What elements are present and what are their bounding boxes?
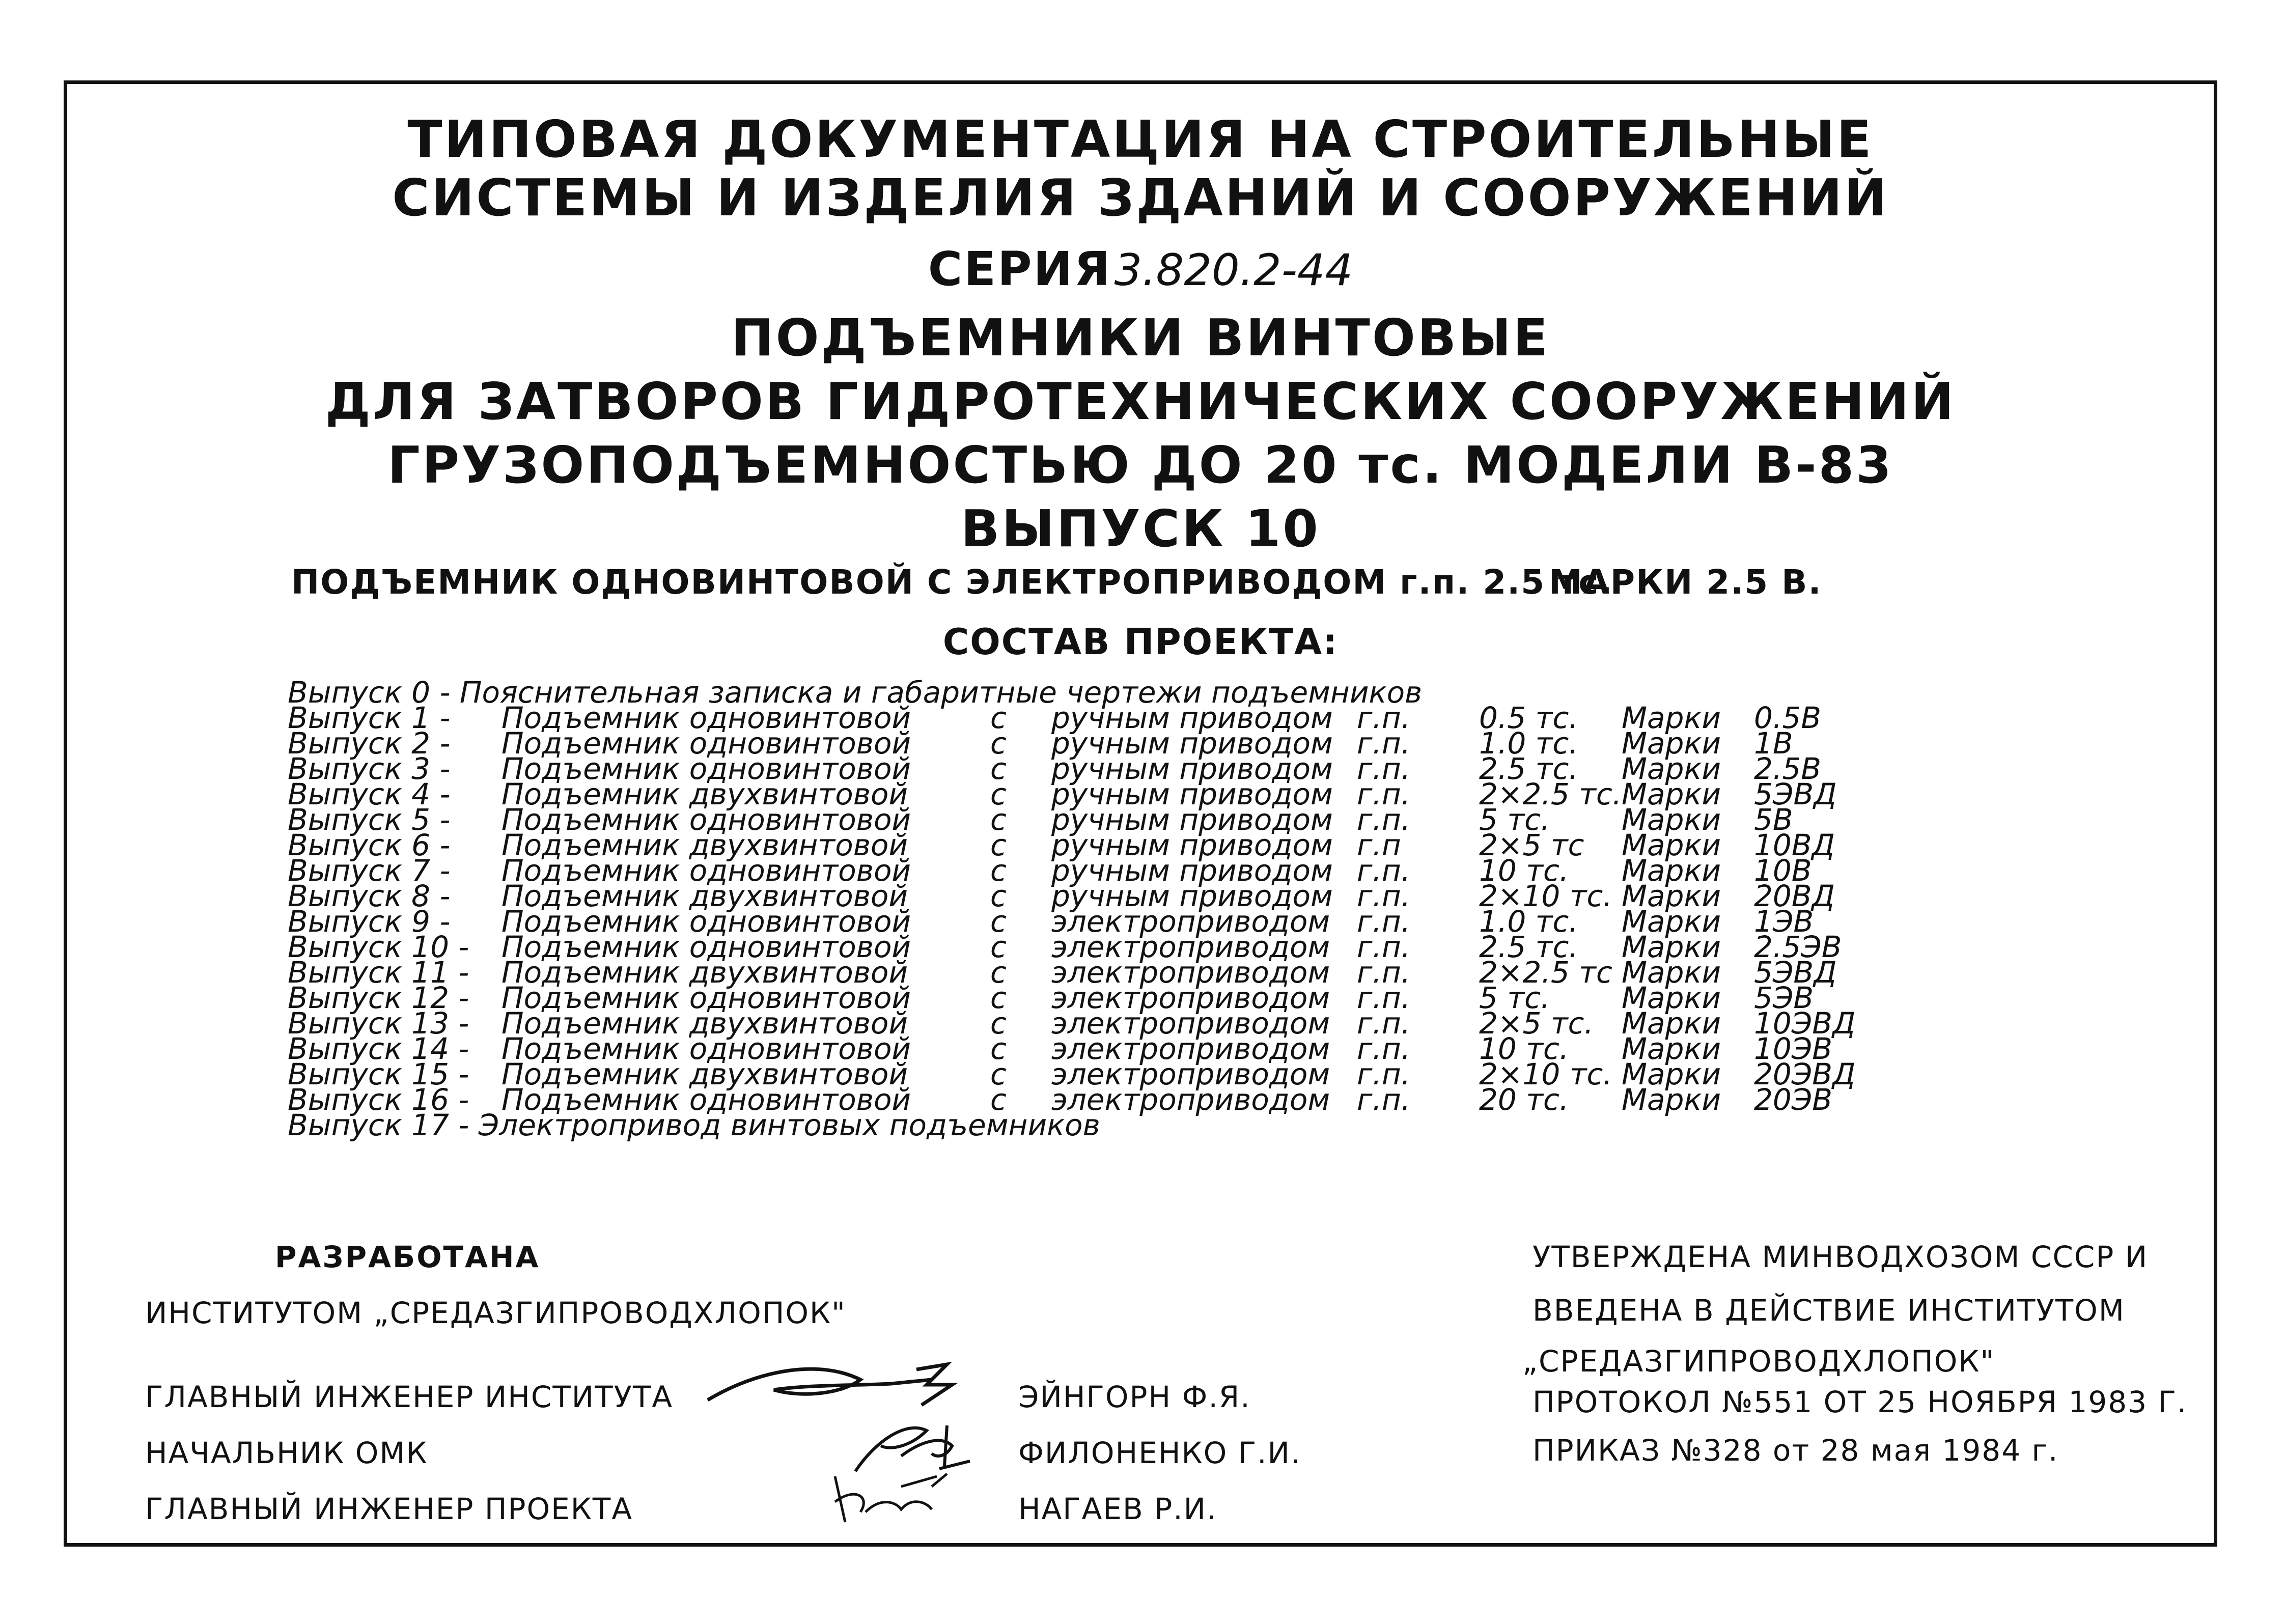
issue-item-mark-label: Марки	[1622, 726, 1721, 761]
issue-item-with: с	[990, 802, 1007, 837]
list-item	[288, 1108, 1917, 1142]
issue-17-text: Выпуск 17 - Электропривод винтовых подъемников	[288, 1108, 1100, 1142]
issue-item-mark-label: Марки	[1622, 802, 1721, 837]
issue-item-mark-label: Марки	[1622, 1082, 1721, 1117]
issue-item-drive: ручным приводом	[1051, 802, 1333, 837]
issue-label: Выпуск 15 -	[288, 1057, 469, 1091]
issue-item-drive: ручным приводом	[1051, 726, 1333, 761]
issue-item-capacity: 2×2.5 тс	[1479, 955, 1612, 990]
issue-item-capacity: 1.0 тс.	[1479, 726, 1578, 761]
issue-label: Выпуск 12 -	[288, 981, 469, 1015]
issue-item-gp: г.п	[1357, 828, 1401, 862]
issue-item-description: Подъемник одновинтовой	[501, 726, 911, 761]
title-line-2: ДЛЯ ЗАТВОРОВ ГИДРОТЕХНИЧЕСКИХ СООРУЖЕНИЙ	[325, 372, 1956, 431]
issue-item-with: с	[990, 955, 1007, 990]
issue-item-capacity: 10 тс.	[1479, 1031, 1569, 1066]
issue-label: Выпуск 4 -	[288, 777, 451, 811]
issue-item-drive: электроприводом	[1051, 981, 1330, 1015]
issue-item-gp: г.п.	[1357, 853, 1411, 888]
issue-item-gp: г.п.	[1357, 802, 1411, 837]
issue-item-mark-code: 10В	[1754, 853, 1812, 888]
issue-item-mark-label: Марки	[1622, 955, 1721, 990]
issue-item-description: Подъемник одновинтовой	[501, 981, 911, 1015]
issue-item-mark-code: 5ЭВД	[1754, 777, 1837, 811]
issue-item-description: Подъемник одновинтовой	[501, 802, 911, 837]
issue-item-capacity: 2×10 тс.	[1479, 1057, 1612, 1091]
issue-item-mark-code: 5ЭВ	[1754, 981, 1814, 1015]
issue-item-drive: ручным приводом	[1051, 853, 1333, 888]
issue-item-mark-code: 20ЭВ	[1754, 1082, 1833, 1117]
issue-mark: МАРКИ 2.5 В.	[1549, 563, 1822, 602]
omk-head-name: ФИЛОНЕНКО Г.И.	[1018, 1436, 1301, 1470]
omk-head-title: НАЧАЛЬНИК ОМК	[145, 1436, 428, 1470]
issue-label: Выпуск 2 -	[288, 726, 451, 761]
issue-item-description: Подъемник одновинтовой	[501, 701, 911, 735]
issue-item-capacity: 2×5 тс.	[1479, 1006, 1594, 1041]
issue-item-gp: г.п.	[1357, 751, 1411, 786]
issue-item-description: Подъемник двухвинтовой	[501, 828, 908, 862]
issue-item-mark-code: 1В	[1754, 726, 1793, 761]
issue-item-gp: г.п.	[1357, 1006, 1411, 1041]
issue-item-mark-code: 5В	[1754, 802, 1793, 837]
issue-item-mark-label: Марки	[1622, 853, 1721, 888]
issue-item-description: Подъемник двухвинтовой	[501, 879, 908, 913]
issue-item-mark-code: 5ЭВД	[1754, 955, 1837, 990]
issue-item-mark-label: Марки	[1622, 930, 1721, 964]
issue-item-with: с	[990, 751, 1007, 786]
issue-item-mark-label: Марки	[1622, 1057, 1721, 1091]
issue-label: Выпуск 11 -	[288, 955, 469, 990]
issue-item-gp: г.п.	[1357, 726, 1411, 761]
series-heading	[67, 242, 2214, 296]
issue-item-capacity: 0.5 тс.	[1479, 701, 1578, 735]
issue-item-mark-code: 10ЭВ	[1754, 1031, 1833, 1066]
issue-item-mark-label: Марки	[1622, 828, 1721, 862]
issue-item-drive: электроприводом	[1051, 930, 1330, 964]
issue-label: Выпуск 8 -	[288, 879, 451, 913]
issue-item-with: с	[990, 726, 1007, 761]
issue-item-with: с	[990, 904, 1007, 939]
issue-label: Выпуск 5 -	[288, 802, 451, 837]
issue-item-mark-code: 2.5ЭВ	[1754, 930, 1842, 964]
chief-engineer-title: ГЛАВНЫЙ ИНЖЕНЕР ИНСТИТУТА	[145, 1380, 674, 1414]
composition-heading: СОСТАВ ПРОЕКТА:	[942, 621, 1339, 663]
issue-item-with: с	[990, 930, 1007, 964]
issue-item-gp: г.п.	[1357, 955, 1411, 990]
issue-item-with: с	[990, 879, 1007, 913]
issue-item-capacity: 10 тс.	[1479, 853, 1569, 888]
developer-institute: ИНСТИТУТОМ „СРЕДАЗГИПРОВОДХЛОПОК"	[145, 1296, 846, 1330]
issue-label: Выпуск 13 -	[288, 1006, 469, 1041]
issue-item-drive: электроприводом	[1051, 904, 1330, 939]
issue-item-with: с	[990, 1031, 1007, 1066]
issue-item-drive: электроприводом	[1051, 1031, 1330, 1066]
issue-item-capacity: 2×2.5 тс.	[1479, 777, 1622, 811]
issue-item-with: с	[990, 1057, 1007, 1091]
issue-item-mark-label: Марки	[1622, 1031, 1721, 1066]
issue-0-text: Выпуск 0 - Пояснительная записка и габаритные чертежи подъемников	[288, 675, 1423, 710]
issue-item-drive: ручным приводом	[1051, 879, 1333, 913]
issue-item-capacity: 2.5 тс.	[1479, 930, 1578, 964]
issue-item-description: Подъемник двухвинтовой	[501, 1006, 908, 1041]
header-line-1: ТИПОВАЯ ДОКУМЕНТАЦИЯ НА СТРОИТЕЛЬНЫЕ	[407, 109, 1874, 169]
issue-item-description: Подъемник одновинтовой	[501, 1082, 911, 1117]
issue-label: Выпуск 14 -	[288, 1031, 469, 1066]
issue-label: Выпуск 7 -	[288, 853, 451, 888]
project-engineer-signature	[825, 1466, 957, 1532]
issue-item-mark-code: 2.5В	[1754, 751, 1822, 786]
issue-item-description: Подъемник двухвинтовой	[501, 777, 908, 811]
issues-list	[288, 675, 1917, 1142]
issue-item-description: Подъемник одновинтовой	[501, 1031, 911, 1066]
issue-item-drive: ручным приводом	[1051, 828, 1333, 862]
issue-item-mark-label: Марки	[1622, 777, 1721, 811]
issue-item-gp: г.п.	[1357, 930, 1411, 964]
issue-item-gp: г.п.	[1357, 1031, 1411, 1066]
issue-item-with: с	[990, 853, 1007, 888]
issue-item-mark-code: 20ВД	[1754, 879, 1835, 913]
issue-item-mark-code: 1ЭВ	[1754, 904, 1814, 939]
issue-item-mark-label: Марки	[1622, 751, 1721, 786]
series-number: 3.820.2-44	[1114, 245, 1353, 296]
issue-item-mark-label: Марки	[1622, 879, 1721, 913]
issue-item-capacity: 2.5 тс.	[1479, 751, 1578, 786]
issue-item-gp: г.п.	[1357, 701, 1411, 735]
issue-item-mark-code: 0.5В	[1754, 701, 1822, 735]
issue-label: Выпуск 6 -	[288, 828, 451, 862]
issue-item-drive: ручным приводом	[1051, 701, 1333, 735]
issue-item-capacity: 5 тс.	[1479, 802, 1550, 837]
chief-engineer-name: ЭЙНГОРН Ф.Я.	[1018, 1380, 1251, 1414]
issue-item-mark-label: Марки	[1622, 1006, 1721, 1041]
issue-item-mark-label: Марки	[1622, 981, 1721, 1015]
issue-item-gp: г.п.	[1357, 904, 1411, 939]
title-line-3: ГРУЗОПОДЪЕМНОСТЬЮ ДО 20 тс. МОДЕЛИ В-83	[387, 435, 1893, 495]
issue-item-gp: г.п.	[1357, 1057, 1411, 1091]
introduced-by-line: „СРЕДАЗГИПРОВОДХЛОПОК"	[1522, 1344, 1995, 1379]
issue-item-drive: электроприводом	[1051, 955, 1330, 990]
issue-item-drive: электроприводом	[1051, 1006, 1330, 1041]
series-label: СЕРИЯ	[928, 242, 1112, 296]
issue-item-capacity: 20 тс.	[1479, 1082, 1569, 1117]
issue-item-description: Подъемник одновинтовой	[501, 930, 911, 964]
issue-item-with: с	[990, 981, 1007, 1015]
issue-label: Выпуск 1 -	[288, 701, 451, 735]
approval-line: УТВЕРЖДЕНА МИНВОДХОЗОМ СССР И	[1532, 1240, 2149, 1274]
issue-item-mark-code: 20ЭВД	[1754, 1057, 1856, 1091]
issue-item-with: с	[990, 777, 1007, 811]
issue-item-with: с	[990, 1006, 1007, 1041]
issue-item-with: с	[990, 828, 1007, 862]
issue-item-drive: электроприводом	[1051, 1082, 1330, 1117]
issue-item-capacity: 2×5 тс	[1479, 828, 1584, 862]
order-line: ПРИКАЗ №328 от 28 мая 1984 г.	[1532, 1433, 2059, 1468]
issue-item-mark-code: 10ЭВД	[1754, 1006, 1856, 1041]
issue-item-description: Подъемник двухвинтовой	[501, 955, 908, 990]
developed-label: РАЗРАБОТАНА	[275, 1240, 540, 1274]
issue-label: Выпуск 9 -	[288, 904, 451, 939]
issue-item-mark-label: Марки	[1622, 701, 1721, 735]
project-engineer-name: НАГАЕВ Р.И.	[1018, 1492, 1217, 1526]
issue-item-mark-label: Марки	[1622, 904, 1721, 939]
issue-item-drive: ручным приводом	[1051, 751, 1333, 786]
issue-item-drive: электроприводом	[1051, 1057, 1330, 1091]
project-engineer-title: ГЛАВНЫЙ ИНЖЕНЕР ПРОЕКТА	[145, 1492, 633, 1526]
introduced-line: ВВЕДЕНА В ДЕЙСТВИЕ ИНСТИТУТОМ	[1532, 1293, 2125, 1328]
protocol-line: ПРОТОКОЛ №551 ОТ 25 НОЯБРЯ 1983 Г.	[1532, 1385, 2188, 1419]
issue-item-description: Подъемник двухвинтовой	[501, 1057, 908, 1091]
issue-item-gp: г.п.	[1357, 879, 1411, 913]
chief-engineer-signature	[698, 1349, 962, 1420]
issue-item-with: с	[990, 701, 1007, 735]
issue-item-capacity: 5 тс.	[1479, 981, 1550, 1015]
issue-item-capacity: 2×10 тс.	[1479, 879, 1612, 913]
title-line-1: ПОДЪЕМНИКИ ВИНТОВЫЕ	[731, 308, 1550, 368]
issue-title: ВЫПУСК 10	[961, 499, 1320, 558]
issue-item-gp: г.п.	[1357, 981, 1411, 1015]
issue-item-drive: ручным приводом	[1051, 777, 1333, 811]
issue-item-gp: г.п.	[1357, 777, 1411, 811]
issue-item-with: с	[990, 1082, 1007, 1117]
issue-item-mark-code: 10ВД	[1754, 828, 1835, 862]
issue-label: Выпуск 16 -	[288, 1082, 469, 1117]
issue-item-gp: г.п.	[1357, 1082, 1411, 1117]
issue-item-description: Подъемник одновинтовой	[501, 853, 911, 888]
issue-item-description: Подъемник одновинтовой	[501, 751, 911, 786]
issue-item-description: Подъемник одновинтовой	[501, 904, 911, 939]
issue-label: Выпуск 10 -	[288, 930, 469, 964]
issue-description: ПОДЪЕМНИК ОДНОВИНТОВОЙ С ЭЛЕКТРОПРИВОДОМ г.п. 2.5 тс.	[291, 563, 1613, 602]
header-line-2: СИСТЕМЫ И ИЗДЕЛИЯ ЗДАНИЙ И СООРУЖЕНИЙ	[392, 168, 1889, 228]
issue-label: Выпуск 3 -	[288, 751, 451, 786]
issue-item-capacity: 1.0 тс.	[1479, 904, 1578, 939]
